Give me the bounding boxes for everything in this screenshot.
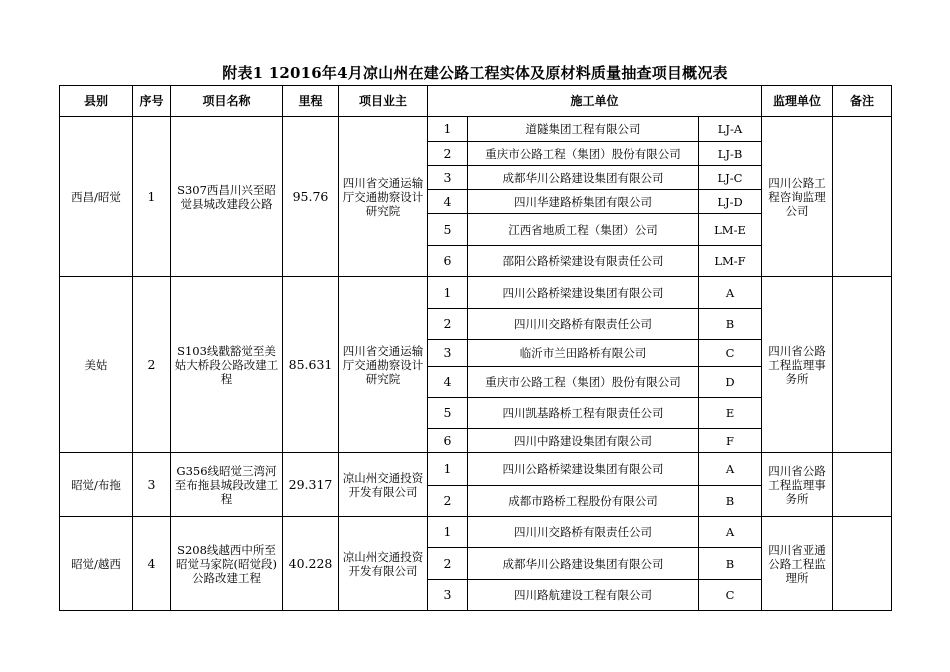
contractor-name: 成都市路桥工程股份有限公司 xyxy=(468,486,699,517)
remark-cell xyxy=(833,517,892,611)
section-cell: C xyxy=(699,340,762,367)
table-title: 附表1 12016年4月凉山州在建公路工程实体及原材料质量抽查项目概况表 xyxy=(222,64,728,82)
contractor-name: 四川川交路桥有限责任公司 xyxy=(468,517,699,548)
contractor-name: 四川华建路桥集团有限公司 xyxy=(468,190,699,214)
mileage-cell: 29.317 xyxy=(283,453,339,517)
section-cell: D xyxy=(699,367,762,398)
contractor-no: 3 xyxy=(428,580,468,611)
seq-cell: 3 xyxy=(133,453,171,517)
section-cell: LJ-A xyxy=(699,117,762,142)
supervisor-cell: 四川省亚通公路工程监理所 xyxy=(762,517,833,611)
header-supervisor: 监理单位 xyxy=(762,86,833,117)
section-cell: B xyxy=(699,486,762,517)
header-owner: 项目业主 xyxy=(339,86,428,117)
table-row xyxy=(60,277,892,309)
table-row xyxy=(60,453,892,486)
section-cell: LJ-B xyxy=(699,142,762,166)
table-row xyxy=(60,117,892,142)
header-mileage: 里程 xyxy=(283,86,339,117)
contractor-no: 1 xyxy=(428,277,468,309)
header-project-name: 项目名称 xyxy=(171,86,283,117)
seq-cell: 2 xyxy=(133,277,171,453)
header-row xyxy=(60,86,892,117)
contractor-no: 2 xyxy=(428,142,468,166)
contractor-name: 重庆市公路工程（集团）股份有限公司 xyxy=(468,142,699,166)
contractor-no: 5 xyxy=(428,214,468,246)
owner-cell: 凉山州交通投资开发有限公司 xyxy=(339,453,428,517)
contractor-name: 四川川交路桥有限责任公司 xyxy=(468,309,699,340)
contractor-no: 1 xyxy=(428,117,468,142)
county-cell: 美姑 xyxy=(60,277,133,453)
mileage-cell: 95.76 xyxy=(283,117,339,277)
owner-cell: 四川省交通运输厅交通勘察设计研究院 xyxy=(339,117,428,277)
contractor-name: 重庆市公路工程（集团）股份有限公司 xyxy=(468,367,699,398)
owner-cell: 四川省交通运输厅交通勘察设计研究院 xyxy=(339,277,428,453)
seq-cell: 4 xyxy=(133,517,171,611)
section-cell: B xyxy=(699,548,762,580)
county-cell: 西昌/昭觉 xyxy=(60,117,133,277)
header-seq: 序号 xyxy=(133,86,171,117)
section-cell: C xyxy=(699,580,762,611)
contractor-no: 6 xyxy=(428,246,468,277)
section-cell: A xyxy=(699,517,762,548)
remark-cell xyxy=(833,277,892,453)
header-county: 县别 xyxy=(60,86,133,117)
contractor-name: 四川中路建设集团有限公司 xyxy=(468,429,699,453)
remark-cell xyxy=(833,117,892,277)
contractor-no: 2 xyxy=(428,309,468,340)
contractor-no: 4 xyxy=(428,367,468,398)
owner-cell: 凉山州交通投资开发有限公司 xyxy=(339,517,428,611)
seq-cell: 1 xyxy=(133,117,171,277)
project-name-cell: G356线昭觉三湾河至布拖县城段改建工程 xyxy=(171,453,283,517)
header-contractor: 施工单位 xyxy=(428,86,762,117)
contractor-name: 临沂市兰田路桥有限公司 xyxy=(468,340,699,367)
mileage-cell: 85.631 xyxy=(283,277,339,453)
section-cell: A xyxy=(699,453,762,486)
project-name-cell: S103线戳豁觉至美姑大桥段公路改建工程 xyxy=(171,277,283,453)
contractor-name: 四川路航建设工程有限公司 xyxy=(468,580,699,611)
contractor-name: 邵阳公路桥梁建设有限责任公司 xyxy=(468,246,699,277)
supervisor-cell: 四川省公路工程监理事务所 xyxy=(762,277,833,453)
section-cell: LM-E xyxy=(699,214,762,246)
section-cell: LJ-C xyxy=(699,166,762,190)
contractor-no: 1 xyxy=(428,453,468,486)
mileage-cell: 40.228 xyxy=(283,517,339,611)
section-cell: A xyxy=(699,277,762,309)
table-row xyxy=(60,517,892,548)
contractor-name: 四川公路桥梁建设集团有限公司 xyxy=(468,277,699,309)
contractor-name: 四川公路桥梁建设集团有限公司 xyxy=(468,453,699,486)
supervisor-cell: 四川公路工程咨询监理公司 xyxy=(762,117,833,277)
contractor-no: 3 xyxy=(428,340,468,367)
contractor-no: 2 xyxy=(428,548,468,580)
supervisor-cell: 四川省公路工程监理事务所 xyxy=(762,453,833,517)
remark-cell xyxy=(833,453,892,517)
contractor-no: 3 xyxy=(428,166,468,190)
section-cell: LJ-D xyxy=(699,190,762,214)
section-cell: F xyxy=(699,429,762,453)
contractor-name: 四川凯基路桥工程有限责任公司 xyxy=(468,398,699,429)
project-table xyxy=(59,85,892,611)
contractor-name: 江西省地质工程（集团）公司 xyxy=(468,214,699,246)
contractor-no: 1 xyxy=(428,517,468,548)
contractor-name: 道隧集团工程有限公司 xyxy=(468,117,699,142)
section-cell: LM-F xyxy=(699,246,762,277)
contractor-no: 2 xyxy=(428,486,468,517)
county-cell: 昭觉/越西 xyxy=(60,517,133,611)
county-cell: 昭觉/布拖 xyxy=(60,453,133,517)
contractor-name: 成都华川公路建设集团有限公司 xyxy=(468,166,699,190)
project-name-cell: S307西昌川兴至昭觉县城改建段公路 xyxy=(171,117,283,277)
contractor-no: 4 xyxy=(428,190,468,214)
section-cell: E xyxy=(699,398,762,429)
contractor-no: 6 xyxy=(428,429,468,453)
section-cell: B xyxy=(699,309,762,340)
project-name-cell: S208线越西中所至昭觉马家院(昭觉段)公路改建工程 xyxy=(171,517,283,611)
header-remark: 备注 xyxy=(833,86,892,117)
contractor-name: 成都华川公路建设集团有限公司 xyxy=(468,548,699,580)
contractor-no: 5 xyxy=(428,398,468,429)
